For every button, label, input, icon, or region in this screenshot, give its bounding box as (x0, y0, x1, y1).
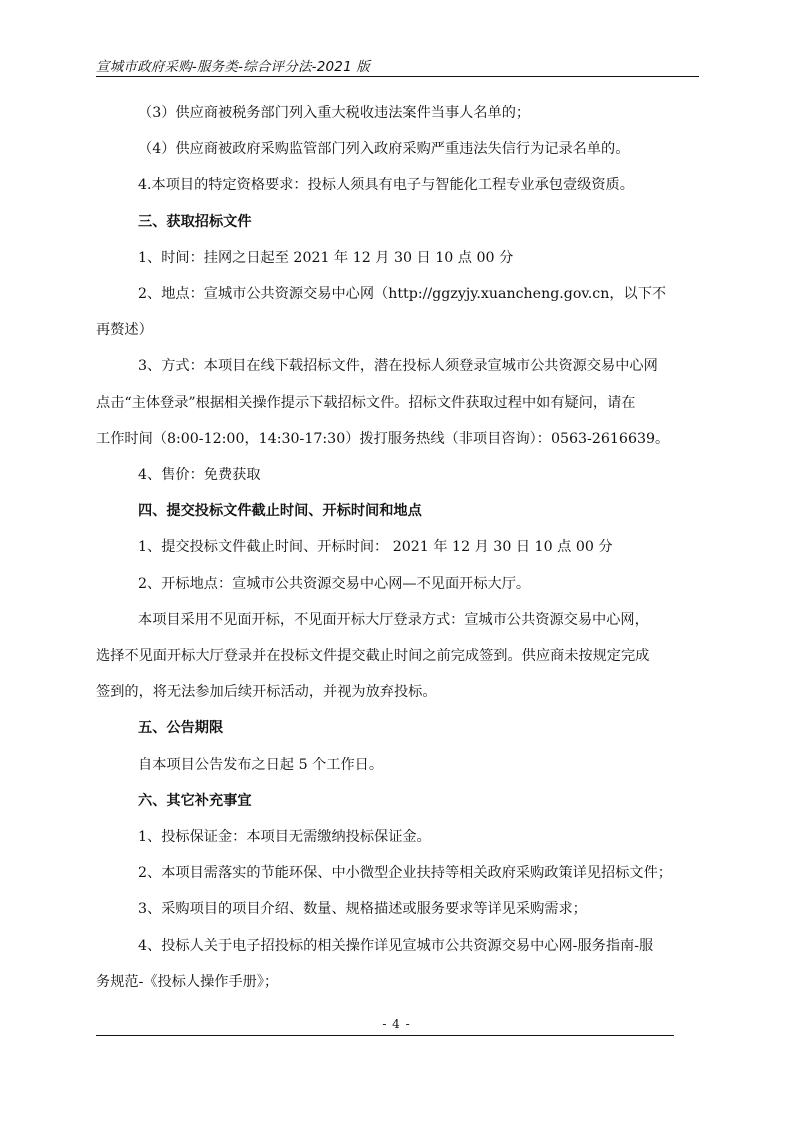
text-line: 自本项目公告发布之日起 5 个工作日。 (138, 756, 384, 773)
section-heading: 三、获取招标文件 (138, 213, 252, 230)
text-line: 1、提交投标文件截止时间、开标时间： 2021 年 12 月 30 日 10 点 00 分 (138, 539, 613, 556)
text-line: 点击“主体登录”根据相关操作提示下载招标文件。招标文件获取过程中如有疑问，请在 (96, 394, 636, 411)
text-line: 务规范-《投标人操作手册》； (96, 973, 279, 990)
footer-divider (96, 1035, 674, 1036)
text-line: 1、时间：挂网之日起至 2021 年 12 月 30 日 10 点 00 分 (138, 249, 514, 266)
text-line: 2、本项目需落实的节能环保、中小微型企业扶持等相关政府采购政策详见招标文件； (138, 865, 672, 882)
text-line: 4.本项目的特定资格要求：投标人须具有电子与智能化工程专业承包壹级资质。 (138, 177, 634, 194)
page-number: - 4 - (382, 1017, 411, 1031)
text-line: （4）供应商被政府采购监管部门列入政府采购严重违法失信行为记录名单的。 (138, 141, 630, 158)
text-line: 3、方式：本项目在线下载招标文件，潜在投标人须登录宣城市公共资源交易中心网 (138, 358, 658, 375)
section-heading: 五、公告期限 (138, 720, 224, 737)
text-line: 再赘述） (96, 322, 153, 339)
text-line: 3、采购项目的项目介绍、数量、规格描述或服务要求等详见采购需求； (138, 901, 587, 918)
text-line: 签到的，将无法参加后续开标活动，并视为放弃投标。 (96, 684, 437, 701)
section-heading: 六、其它补充事宜 (138, 792, 252, 809)
text-line: 4、售价：免费获取 (138, 467, 261, 484)
text-line: 本项目采用不见面开标，不见面开标大厅登录方式：宣城市公共资源交易中心网， (138, 611, 649, 628)
text-line: 4、投标人关于电子招投标的相关操作详见宣城市公共资源交易中心网-服务指南-服 (138, 937, 654, 954)
document-body (96, 95, 702, 1000)
text-line: （3）供应商被税务部门列入重大税收违法案件当事人名单的； (138, 105, 531, 121)
text-line: 1、投标保证金：本项目无需缴纳投标保证金。 (138, 829, 431, 846)
text-line: 工作时间（8:00-12:00，14:30-17:30）拨打服务热线（非项目咨询）：0563-2616639。 (96, 430, 670, 447)
text-line: 2、开标地点：宣城市公共资源交易中心网—不见面开标大厅。 (138, 575, 531, 592)
text-line: 2、地点：宣城市公共资源交易中心网（http://ggzyjy.xuancheng.gov.cn，以下不 (138, 286, 667, 303)
page-header-title: 宣城市政府采购-服务类-综合评分法-2021 版 (96, 59, 371, 75)
text-line: 选择不见面开标大厅登录并在投标文件提交截止时间之前完成签到。供应商未按规定完成 (96, 648, 650, 665)
section-heading: 四、提交投标文件截止时间、开标时间和地点 (138, 503, 422, 520)
header-divider (96, 76, 699, 77)
